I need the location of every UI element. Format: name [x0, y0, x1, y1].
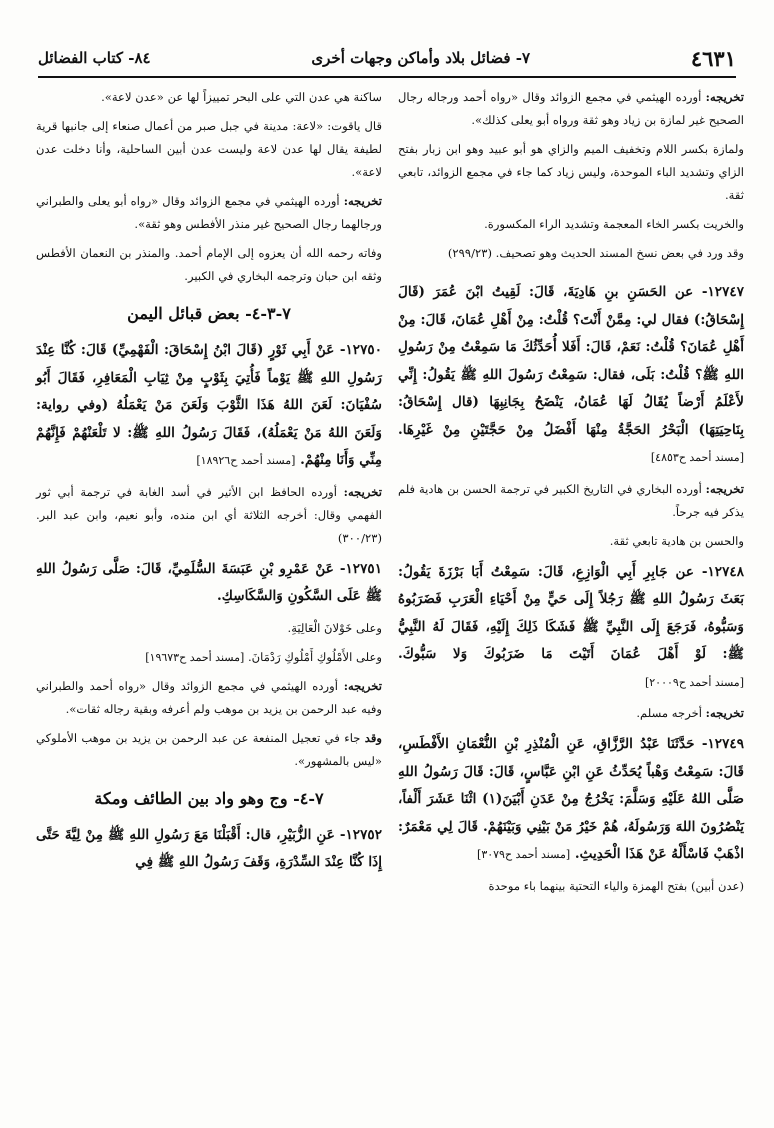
takhrij-label: تخريجه: [705, 706, 744, 720]
takhrij-note [398, 478, 744, 524]
hadith-12747 [398, 279, 744, 472]
section-heading-wajj: ٧-٤- وج وهو واد بين الطائف ومكة [94, 788, 324, 808]
hadith-text: عَنْ عَمْرِو بْنِ عَبَسَةَ السُّلَمِيِّ، قَالَ: صَلَّى رَسُولُ اللهِ ﷺ عَلَى السَّكُونِ وَالسَّكَاسِكِ. [36, 560, 382, 604]
takhrij-label: تخريجه: [705, 90, 744, 104]
section-heading-yemen-tribes: ٧-٣-٤- بعض قبائل اليمن [127, 304, 291, 323]
takhrij-text: أورده الحافظ ابن الأثير في أسد الغابة في ترجمة أبي ثور الفهمي وقال: أخرجه الثلاثة أي ابن منده، وأبو نعيم، وابن عبد البر. (٣٠٠/٢٣) [36, 484, 382, 545]
hadith-number: ١٢٧٤٨- [701, 563, 745, 580]
hadith-reference: [مسند أحمد ح١٨٩٢٦] [196, 454, 296, 467]
takhrij-note [36, 481, 382, 550]
takhrij-label: تخريجه: [343, 484, 382, 499]
hadith-reference: [مسند أحمد ح٣٠٧٩] [477, 848, 571, 861]
hadith-continuation: وعلى خَوْلانَ الْعَالِيَةِ. [287, 620, 382, 635]
takhrij-label: تخريجه: [705, 481, 744, 496]
hadith-12749 [398, 731, 744, 869]
hadith-number: ١٢٧٤٧- [701, 284, 744, 300]
page-header [38, 40, 736, 78]
takhrij-label: تخريجه: [343, 194, 383, 208]
hadith-continuation [36, 646, 382, 669]
takhrij-label: تخريجه: [343, 678, 383, 693]
hadith-number: ١٢٧٥٢- [339, 826, 383, 843]
left-column [36, 86, 382, 883]
hadith-12751 [36, 556, 382, 611]
takhrij-note [398, 86, 744, 132]
note-text: جاء في تعجيل المنفعة عن عبد الرحمن بن يزيد بن موهب الأملوكي «ليس بالمشهور». [36, 730, 382, 768]
commentary-paragraph: ولمازة بكسر اللام وتخفيف الميم والزاي هو أبو عبيد وهو ابن زبار بفتح الزاي وتشديد الباء الموحدة، وليس زياد كما جاء في مجمع الزوائد، تابعي ثقة. [398, 142, 744, 202]
takhrij-text: أورده الهيثمي في مجمع الزوائد وقال «رواه أحمد والطبراني وفيه عبد الرحمن بن يزيد بن موهب ولم أعرفه وبقية رجاله ثقات». [36, 678, 382, 716]
footnote: (عدن أبين) بفتح الهمزة والياء التحتية بينهما باء موحدة [488, 878, 744, 893]
hadith-text: عَنْ أَبِي ثَوْرٍ (قَالَ ابْنُ إِسْحَاقَ: الْفَهْمِيِّ) قَالَ: كُنَّا عِنْدَ رَسُولِ اللهِ ﷺ يَوْماً فَأُتِيَ بِثَوْبٍ مِنْ ثِيَابِ الْمَعَافِرِ، فَقَالَ أَبُو سُفْيَانَ: لَعَنَ اللهُ هَذَا الثَّوْبَ وَلَعَنَ مَنْ يَعْمَلُهُ (وفي رواية: وَلَعَنَ اللهُ مَنْ يَعْمَلُهُ)، فَقَالَ رَسُولُ اللهِ ﷺ: لا تَلْعَنْهُمْ فَإِنَّهُمْ مِنِّي وَأَنَا مِنْهُمْ. [36, 342, 382, 468]
takhrij-note [36, 675, 382, 721]
hadith-12748 [398, 559, 744, 697]
note-label: وقد [364, 730, 382, 745]
commentary-paragraph: ساكنة هي عدن التي على البحر تمييزاً لها عن «عدن لاعة». [101, 90, 382, 104]
hadith-number: ١٢٧٥١- [339, 560, 382, 577]
commentary-paragraph [36, 727, 382, 773]
commentary-paragraph: وفاته رحمه الله أن يعزوه إلى الإمام أحمد. والمنذر بن النعمان الأفطس وثقه ابن حبان وترجمه البخاري في الكبير. [36, 246, 382, 283]
commentary-paragraph: والحسن بن هادية تابعي ثقة. [609, 533, 744, 548]
hadith-reference: [مسند أحمد ح٤٨٥٣] [650, 451, 744, 464]
takhrij-text: أورده الهيثمي في مجمع الزوائد وقال «رواه أبو يعلى والطبراني ورجالهما رجال الصحيح غير منذر الأفطس وهو ثقة». [36, 194, 382, 231]
takhrij-note [398, 702, 744, 725]
hadith-text: وعلى الأَمْلُوكِ أَمْلُوكِ رَدْمَانَ. [247, 649, 382, 664]
hadith-number: ١٢٧٥٠- [339, 342, 382, 358]
hadith-reference: [مسند أحمد ح١٩٦٧٣] [145, 650, 245, 664]
hadith-12752 [36, 822, 382, 877]
takhrij-note [36, 190, 382, 236]
takhrij-text: أخرجه مسلم. [636, 706, 702, 720]
chapter-title: ٧- فضائل بلاد وأماكن وجهات أخرى [311, 49, 531, 67]
right-column [398, 86, 744, 904]
hadith-12750 [36, 337, 382, 475]
commentary-paragraph: قال ياقوت: «لاعة: مدينة في جبل صبر من أعمال صنعاء إلى جانبها قرية لطيفة يقال لها عدن لاعة وليست عدن أبين الساحلية، وأنا دخلت عدن لاعة». [36, 119, 382, 179]
hadith-reference: [مسند أحمد ح٢٠٠٠٩] [644, 675, 744, 689]
hadith-text: حَدَّثَنَا عَبْدُ الرَّزَّاقِ، عَنِ الْمُنْذِرِ بْنِ النُّعْمَانِ الأَفْطَسِ، قَالَ: سَمِعْتُ وَهْباً يُحَدِّثُ عَنِ ابْنِ عَبَّاسٍ، قَالَ: قَالَ رَسُولُ اللهِ صَلَّى اللهُ عَلَيْهِ وَسَلَّمَ: يَخْرُجُ مِنْ عَدَنِ أَبْيَنَ(١) اثْنَا عَشَرَ أَلْفاً، يَنْصُرُونَ اللهَ وَرَسُولَهُ، هُمْ خَيْرُ مَنْ بَيْنِي وَبَيْنَهُمْ. قَالَ لِي مَعْمَرٌ: اذْهَبْ فَاسْأَلْهُ عَنْ هَذَا الْحَدِيثِ. [398, 736, 744, 862]
hadith-text: عن جَابِرِ أَبِي الْوَازِعِ، قَالَ: سَمِعْتُ أَبَا بَرْزَةَ يَقُولُ: بَعَثَ رَسُولُ اللهِ ﷺ رَجُلاً إِلَى حَيٍّ مِنْ أَحْيَاءِ الْعَرَبِ فَضَرَبُوهُ وَسَبُّوهُ، فَرَجَعَ إِلَى النَّبِيِّ ﷺ فَشَكَا ذَلِكَ إِلَيْهِ، فَقَالَ لَهُ النَّبِيُّ ﷺ: لَوْ أَهْلَ عُمَانَ أَتَيْتَ مَا ضَرَبُوكَ وَلا سَبُّوكَ. [398, 563, 744, 662]
hadith-number: ١٢٧٤٩- [701, 736, 744, 752]
commentary-paragraph: وقد ورد في بعض نسخ المسند الحديث وهو تصحيف. (٢٩٩/٢٣) [447, 246, 744, 260]
page-number: ٤٦٣١ [690, 45, 736, 71]
hadith-text: عَنِ الزُّبَيْرِ، قال: أَقْبَلْنَا مَعَ رَسُولِ اللهِ ﷺ مِنْ لِيَّةَ حَتَّى إِذَا كُنَّا عِنْدَ السِّدْرَةِ، وَقَفَ رَسُولُ اللهِ ﷺ فِي [36, 826, 382, 870]
hadith-text: عن الحَسَنِ بنِ هَادِيَةَ، قَالَ: لَقِيتُ ابْنَ عُمَرَ (قَالَ إِسْحَاقُ:) فقال لي: مِمَّنْ أَنْتَ؟ قُلْتُ: مِنْ أَهْلِ عُمَانَ، قَالَ: مِنْ أَهْلِ عُمَانَ؟ قُلْتُ: نَعَمْ، قَالَ: أَفَلا أُحَدِّثُكَ مَا سَمِعْتُ مِنْ رَسُولِ اللهِ ﷺ؟ قُلْتُ: بَلَى، فقال: سَمِعْتُ رَسُولَ اللهِ ﷺ يَقُولُ: إِنِّي لأَعْلَمُ أَرْضاً يُقَالُ لَهَا عُمَانُ، يَنْضَحُ بِجَانِبِهَا (قال إِسْحَاقُ: بِنَاحِيَتِهَا) الْبَحْرُ الحَجَّةُ مِنْهَا أَفْضَلُ مِنْ حَجَّتَيْنِ مِنْ غَيْرِهَا. [398, 284, 744, 438]
takhrij-text: أورده الهيثمي في مجمع الزوائد وقال «رواه أحمد ورجاله رجال الصحيح غير لمازة بن زياد وهو ثقة ورواه أبو يعلى كذلك». [398, 90, 744, 127]
book-title: ٨٤- كتاب الفضائل [38, 49, 151, 67]
commentary-paragraph: والخريت بكسر الخاء المعجمة وتشديد الراء المكسورة. [484, 217, 744, 231]
takhrij-text: أورده البخاري في التاريخ الكبير في ترجمة الحسن بن هادية فلم يذكر فيه جرحاً. [398, 481, 744, 519]
